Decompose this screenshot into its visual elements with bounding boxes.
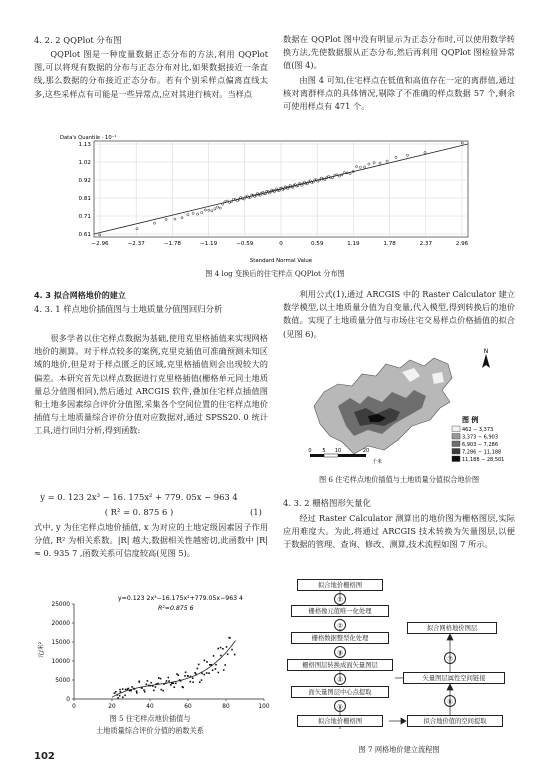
- fig5-point: [174, 686, 176, 688]
- fig5-point: [170, 684, 172, 686]
- fig5-ytick-label: 15000: [51, 640, 70, 646]
- fig4-point: [197, 213, 199, 215]
- fig5-point: [114, 692, 116, 694]
- fig5-point: [146, 684, 148, 686]
- fig5-point: [206, 672, 208, 674]
- fig5-point: [224, 664, 226, 666]
- fig4-ytick-label: 1.13: [78, 142, 91, 148]
- fig5-r2: R²=0.875 6: [158, 605, 194, 612]
- fig5-point: [182, 686, 184, 688]
- fig6-legend-label: 7,286 − 11,188: [462, 449, 502, 456]
- fig4-xtick-label: 0.59: [310, 241, 324, 247]
- subsection-heading-432: 4. 3. 2 栅格图形矢量化: [283, 498, 371, 508]
- fig5-ytick-label: 25000: [51, 602, 70, 608]
- fig5-point: [158, 677, 160, 679]
- fig5-point: [147, 680, 149, 682]
- fig5-xtick-label: 100: [258, 704, 270, 710]
- fig5-point: [231, 649, 233, 651]
- fig7-box-raster-to-polygon: 栅格图层转换成面矢量图层: [287, 659, 393, 671]
- fig6-legend-title: 图 例: [462, 416, 479, 424]
- fig4-point: [211, 210, 213, 212]
- fig5-point: [127, 688, 129, 690]
- fig5-point: [166, 680, 168, 682]
- fig5-point: [220, 647, 222, 649]
- fig5-point: [206, 661, 208, 663]
- fig5-equation: y=0.123 2x³−16.175x²+779.05x−963 4: [118, 595, 243, 602]
- fig5-point: [151, 682, 153, 684]
- fig7-connectors: [285, 578, 517, 738]
- fig5-point: [168, 680, 170, 682]
- formula-number: (1): [250, 507, 262, 517]
- fig4-caption: 图 4 log 变换后的住宅样点 QQPlot 分布图: [205, 269, 345, 278]
- fig5-point: [227, 653, 229, 655]
- fig5-point: [192, 681, 194, 683]
- fig7-box-spatial-join: 矢量图层属性空间链接: [403, 672, 505, 684]
- fig4-point: [349, 173, 351, 175]
- fig5-point: [220, 655, 222, 657]
- fig7-step-4: ④: [334, 673, 346, 685]
- fig5-xtick-label: 20: [108, 704, 116, 710]
- fig5-xtick-label: 40: [146, 704, 154, 710]
- fig5-point: [131, 686, 133, 688]
- fig5-point: [138, 681, 140, 683]
- fig6-legend-label: 462 − 3,373: [462, 426, 494, 433]
- fig5-point: [120, 691, 122, 693]
- fig7-box-centroid: 面矢量图层中心点提取: [291, 686, 389, 698]
- fig5-point: [204, 674, 206, 676]
- fig5-ylabel: 元/米²: [38, 641, 45, 659]
- fig5-ytick-label: 5000: [55, 678, 70, 684]
- section-heading-422: 4. 2. 2 QQPlot 分布图: [34, 35, 122, 45]
- fig5-point: [201, 679, 203, 681]
- fig4-xlabel: Standard Normal Value: [249, 258, 313, 264]
- fig4-point: [214, 208, 216, 210]
- fig4-ytick-label: 0.61: [78, 232, 91, 238]
- svg-text:20: 20: [362, 448, 370, 454]
- scale-bar: [308, 448, 382, 465]
- paragraph-vectorization: 经过 Raster Calculator 测算出的地价图为栅格图层,实际应用难度大。为此,将通过 ARCGIS 技术转换为矢量图层,以便于数据的管理、查询、修改、测算,技术流程如图 7 所示。: [283, 513, 515, 550]
- fig5-point: [130, 690, 132, 692]
- fig4-xtick-label: −0.59: [236, 241, 254, 247]
- paragraph-outliers: 由图 4 可知,住宅样点在低值和高值存在一定的离群值,通过核对离群样点的具体情况,剔除了不准确的样点数据 57 个,剩余可使用样点有 471 个。: [283, 75, 515, 112]
- north-arrow-icon: [482, 348, 490, 368]
- figure-4-qqplot: [58, 132, 478, 267]
- fig4-xtick-label: −2.37: [127, 241, 145, 247]
- fig7-step-1: ①: [334, 593, 346, 605]
- fig5-ytick-label: 0: [66, 697, 70, 703]
- fig5-fit-curve: [112, 641, 236, 698]
- fig4-point: [379, 162, 381, 164]
- fig5-point: [162, 690, 164, 692]
- fig4-xtick-label: 0: [279, 241, 283, 247]
- fig6-legend-label: 11,188 − 28,501: [462, 456, 505, 463]
- fig5-point: [199, 681, 201, 683]
- fig5-ytick-label: 20000: [51, 621, 70, 627]
- fig5-point: [185, 672, 187, 674]
- subsection-heading-431: 4. 3. 1 样点地价插值图与土地质量分值图回归分析: [34, 304, 223, 314]
- fig4-point: [204, 209, 206, 211]
- paragraph-qqplot-intro: QQPlot 图是一种度量数据正态分布的方法,利用 QQPlot 图,可以将现有数据的分布与正态分布对比,如果数据接近一条直线,那么数据的分布接近正态分布。若有个别采样点偏离直线太多,这些采样点有可能是一些异常点,应对其进行核对。当样点: [34, 49, 268, 99]
- formula-r2: ( R² = 0. 875 6 ): [104, 507, 174, 517]
- fig5-point: [190, 681, 192, 683]
- fig7-box-integer: 栅格数据整型化处理: [291, 632, 389, 644]
- fig5-point: [122, 697, 124, 699]
- fig5-point: [144, 691, 146, 693]
- fig5-point: [176, 673, 178, 675]
- fig5-point: [215, 668, 217, 670]
- svg-text:5: 5: [322, 448, 326, 454]
- fig4-ytick-label: 0.81: [78, 196, 91, 202]
- fig4-xtick-label: 2.96: [455, 241, 469, 247]
- fig5-caption-line1: 图 5 住宅样点地价插值与: [109, 714, 191, 723]
- fig5-point: [229, 637, 231, 639]
- fig6-legend-label: 6,903 − 7,286: [462, 441, 498, 448]
- fig5-point: [212, 669, 214, 671]
- paragraph-qqplot-transform: 数据在 QQPlot 图中没有明显示为正态分布时,可以使用数学转换方法,先使数据服从正态分布,然后再利用 QQPlot 图检验异常值(图 4)。: [283, 34, 515, 71]
- fig6-legend-swatch: [452, 449, 460, 455]
- fig4-ytick-label: 1.02: [78, 160, 91, 166]
- fig4-xtick-label: 1.78: [383, 241, 396, 247]
- svg-text:N: N: [483, 348, 489, 355]
- fig5-xtick-label: 80: [222, 704, 230, 710]
- fig4-ytick-label: 0.71: [78, 214, 91, 220]
- figure-5-regression: [34, 592, 268, 710]
- fig5-point: [213, 655, 215, 657]
- fig5-point: [143, 689, 145, 691]
- regression-formula: y = 0. 123 2x³ − 16. 175x² + 779. 05x − 963 4: [40, 492, 238, 502]
- fig5-point: [136, 692, 138, 694]
- fig5-ytick-label: 10000: [51, 659, 70, 665]
- fig7-box-grid-layer: 拟合网格地价图层: [407, 622, 497, 634]
- fig4-point: [153, 222, 155, 224]
- fig5-point: [204, 660, 206, 662]
- fig6-legend-swatch: [452, 426, 460, 432]
- fig4-point: [359, 166, 361, 168]
- fig4-point: [368, 163, 370, 165]
- fig4-point: [192, 212, 194, 214]
- fig5-point: [215, 664, 217, 666]
- fig4-point: [461, 142, 463, 144]
- fig5-point: [124, 695, 126, 697]
- fig5-caption-line2: 土地质量综合评价分值的函数关系: [96, 726, 204, 735]
- fig5-point: [153, 690, 155, 692]
- fig5-point: [122, 688, 124, 690]
- fig4-xtick-label: −1.19: [200, 241, 218, 247]
- fig4-point: [181, 217, 183, 219]
- fig4-point: [363, 166, 365, 168]
- fig6-legend-swatch: [452, 441, 460, 447]
- figure-6-map: [302, 346, 505, 466]
- fig5-point: [201, 673, 203, 675]
- fig5-point: [226, 646, 228, 648]
- fig7-step-6: ⑥: [444, 695, 456, 707]
- fig5-point: [217, 648, 219, 650]
- fig5-point: [136, 690, 138, 692]
- fig5-point: [208, 672, 210, 674]
- fig4-point: [165, 218, 167, 220]
- fig5-point: [125, 689, 127, 691]
- fig6-legend-swatch: [452, 434, 460, 440]
- figure-7-flowchart: [285, 578, 517, 738]
- fig5-point: [184, 675, 186, 677]
- fig4-point: [187, 214, 189, 216]
- fig7-step-2: ②: [334, 619, 346, 631]
- fig5-point: [117, 697, 119, 699]
- fig4-xtick-label: −1.78: [163, 241, 181, 247]
- paragraph-raster-calc: 利用公式(1),通过 ARCGIS 中的 Raster Calculator 建立数学模型,以土地质量分值为自变量,代入模型,得到转换后的地价数值。实现了土地质量分值与市场住宅交易样点价格插值的拟合(见图 6)。: [283, 289, 515, 339]
- svg-text:10: 10: [334, 448, 342, 454]
- fig4-point: [201, 212, 203, 214]
- page-number: 102: [34, 751, 55, 762]
- fig5-xtick-label: 60: [184, 704, 192, 710]
- fig7-step-5: ⑤: [334, 700, 346, 712]
- fig4-ytick-label: 0.92: [78, 178, 91, 184]
- fig4-xtick-label: 2.37: [419, 241, 433, 247]
- fig4-point: [219, 207, 221, 209]
- fig5-xtick-label: 0: [72, 704, 76, 710]
- fig4-point: [174, 218, 176, 220]
- fig5-point: [234, 654, 236, 656]
- fig7-box-source-raster: 拟合地价栅格图: [297, 579, 383, 591]
- paragraph-kriging: 很多学者以住宅样点数据为基础,使用克里格插值来实现网格地价的测算。对于样点较多的案例,克里克插值可准确预测未知区域的地价,但是对于样点匮乏的区域,克里格插值则会出现较大的偏差。本研究首先以样点数据进行克里格插值(栅格单元同土地质量总分值图相同),然后通过 ARCGIS 软件,叠加住宅样点插值图和土地多因素综合评价分值图,采集各个空间位置的住宅样点地价插值与土地质量综合评价分值对应数据对,通过 SPSS20. 0 统计工具,进行回归分析,得到函数:: [34, 333, 268, 436]
- fig7-box-fitted-raster: 拟合地价栅格图: [297, 715, 383, 727]
- fig6-caption: 图 6 住宅样点地价插值与土地质量分值拟合地价图: [318, 475, 480, 484]
- fig4-ylabel: Data's Quantile · 10⁻¹: [60, 135, 117, 141]
- fig5-point: [198, 664, 200, 666]
- fig5-point: [209, 664, 211, 666]
- fig4-point: [356, 166, 358, 168]
- fig5-point: [222, 648, 224, 650]
- paragraph-formula-explain: 式中, y 为住宅样点地价插值, x 为对应的土地定级因素因子作用分值, R² 为相关系数。|R| 越大,数据相关性越密切,此函数中 |R| ≈ 0. 935 7 ,函数关系可信度较高(见图 5)。: [34, 522, 268, 559]
- fig5-point: [218, 672, 220, 674]
- fig7-caption: 图 7 网格地价建立流程图: [358, 745, 440, 754]
- fig4-point: [406, 154, 408, 156]
- fig5-point: [155, 686, 157, 688]
- fig5-point: [175, 683, 177, 685]
- fig4-point: [395, 156, 397, 158]
- fig5-point: [161, 689, 163, 691]
- fig6-legend-label: 3,373 − 6,903: [462, 434, 498, 441]
- fig4-xtick-label: −2.96: [91, 241, 109, 247]
- svg-text:千米: 千米: [372, 459, 383, 465]
- fig5-point: [160, 678, 162, 680]
- fig5-point: [223, 669, 225, 671]
- fig5-point: [192, 677, 194, 679]
- fig5-point: [197, 668, 199, 670]
- fig5-point: [173, 683, 175, 685]
- section-heading-43: 4. 3 拟合网格地价的建立: [34, 291, 126, 300]
- fig7-box-value-extract: 拟合地价值的空间提取: [407, 715, 503, 727]
- fig4-xtick-label: 1.19: [347, 241, 360, 247]
- fig5-point: [187, 675, 189, 677]
- fig7-step-7: ⑦: [444, 652, 456, 664]
- svg-text:0: 0: [308, 448, 312, 454]
- fig4-point: [217, 206, 219, 208]
- fig5-point: [119, 689, 121, 691]
- fig5-point: [119, 695, 121, 697]
- fig7-box-unique-value: 栅格像元值唯一化处理: [291, 605, 389, 617]
- fig5-point: [115, 691, 117, 693]
- fig7-step-3: ③: [334, 646, 346, 658]
- fig5-point: [168, 677, 170, 679]
- fig6-legend-swatch: [452, 456, 460, 462]
